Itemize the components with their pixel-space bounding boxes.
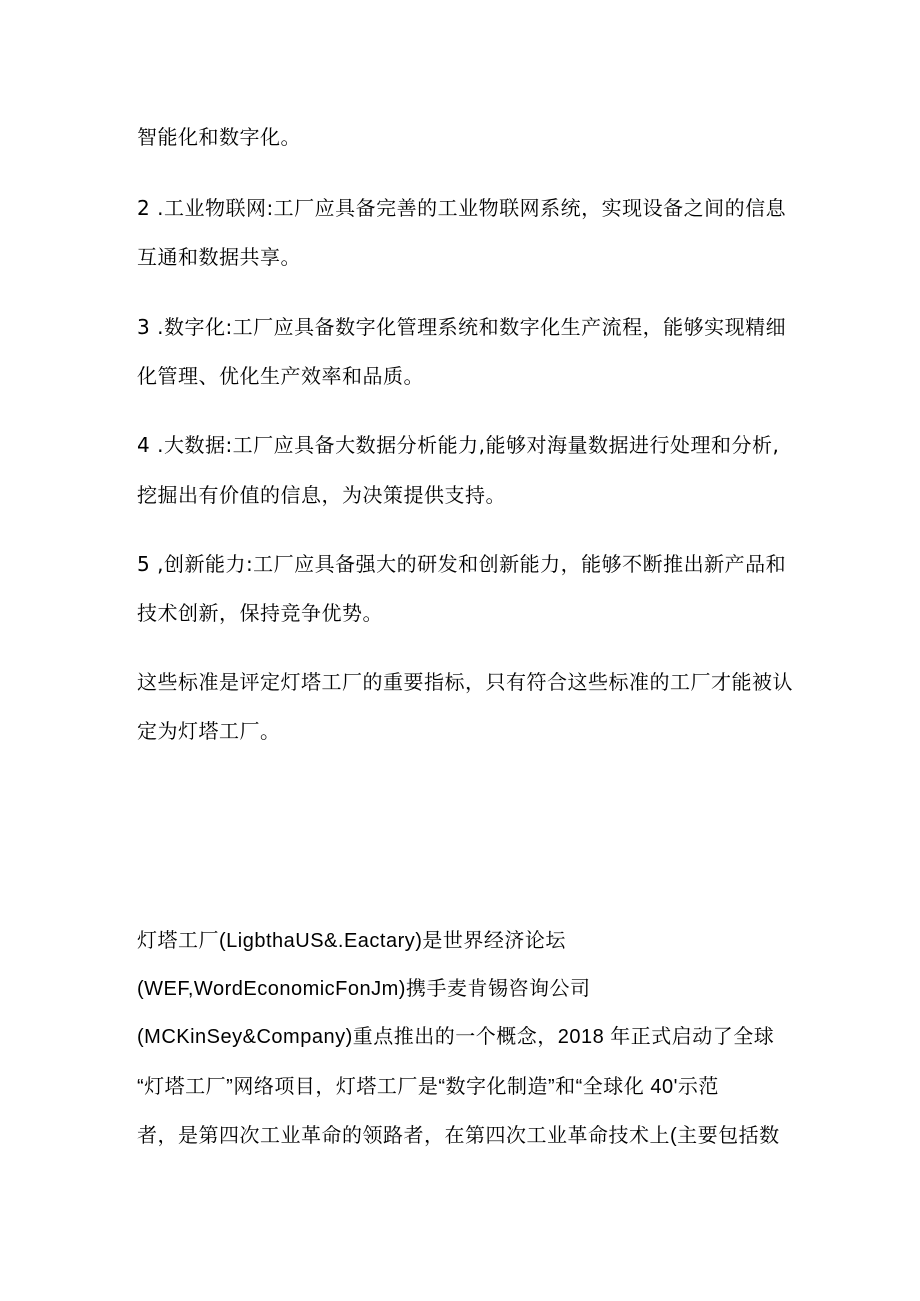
text-line: (MCKinSey&Company)重点推出的一个概念，2018 年正式启动了全球	[137, 1026, 775, 1048]
text-line: 挖掘出有价值的信息，为决策提供支持。	[137, 483, 506, 507]
text-line: (WEF,WordEconomicFonJm)携手麦肯锡咨询公司	[137, 978, 591, 1000]
text-line: 3 .数字化:工厂应具备数字化管理系统和数字化生产流程，能够实现精细	[137, 315, 787, 339]
text-line: “灯塔工厂”网络项目，灯塔工厂是“数字化制造”和“全球化 40'示范	[137, 1076, 719, 1098]
text-line: 定为灯塔工厂。	[137, 719, 281, 743]
text-line: 互通和数据共享。	[137, 245, 301, 269]
text-line: 4 .大数据:工厂应具备大数据分析能力,能够对海量数据进行处理和分析,	[137, 433, 780, 457]
text-line: 这些标准是评定灯塔工厂的重要指标，只有符合这些标准的工厂才能被认	[137, 670, 793, 694]
text-line: 灯塔工厂(LigbthaUS&.Eactary)是世界经济论坛	[137, 930, 566, 952]
text-line: 者，是第四次工业革命的领路者，在第四次工业革命技术上(主要包括数	[137, 1125, 780, 1147]
text-line: 智能化和数字化。	[137, 125, 301, 149]
text-line: 2 .工业物联网:工厂应具备完善的工业物联网系统，实现设备之间的信息	[137, 196, 787, 220]
text-line: 化管理、优化生产效率和品质。	[137, 364, 424, 388]
text-line: 技术创新，保持竞争优势。	[137, 601, 383, 625]
text-line: 5 ,创新能力:工厂应具备强大的研发和创新能力，能够不断推出新产品和	[137, 552, 787, 576]
